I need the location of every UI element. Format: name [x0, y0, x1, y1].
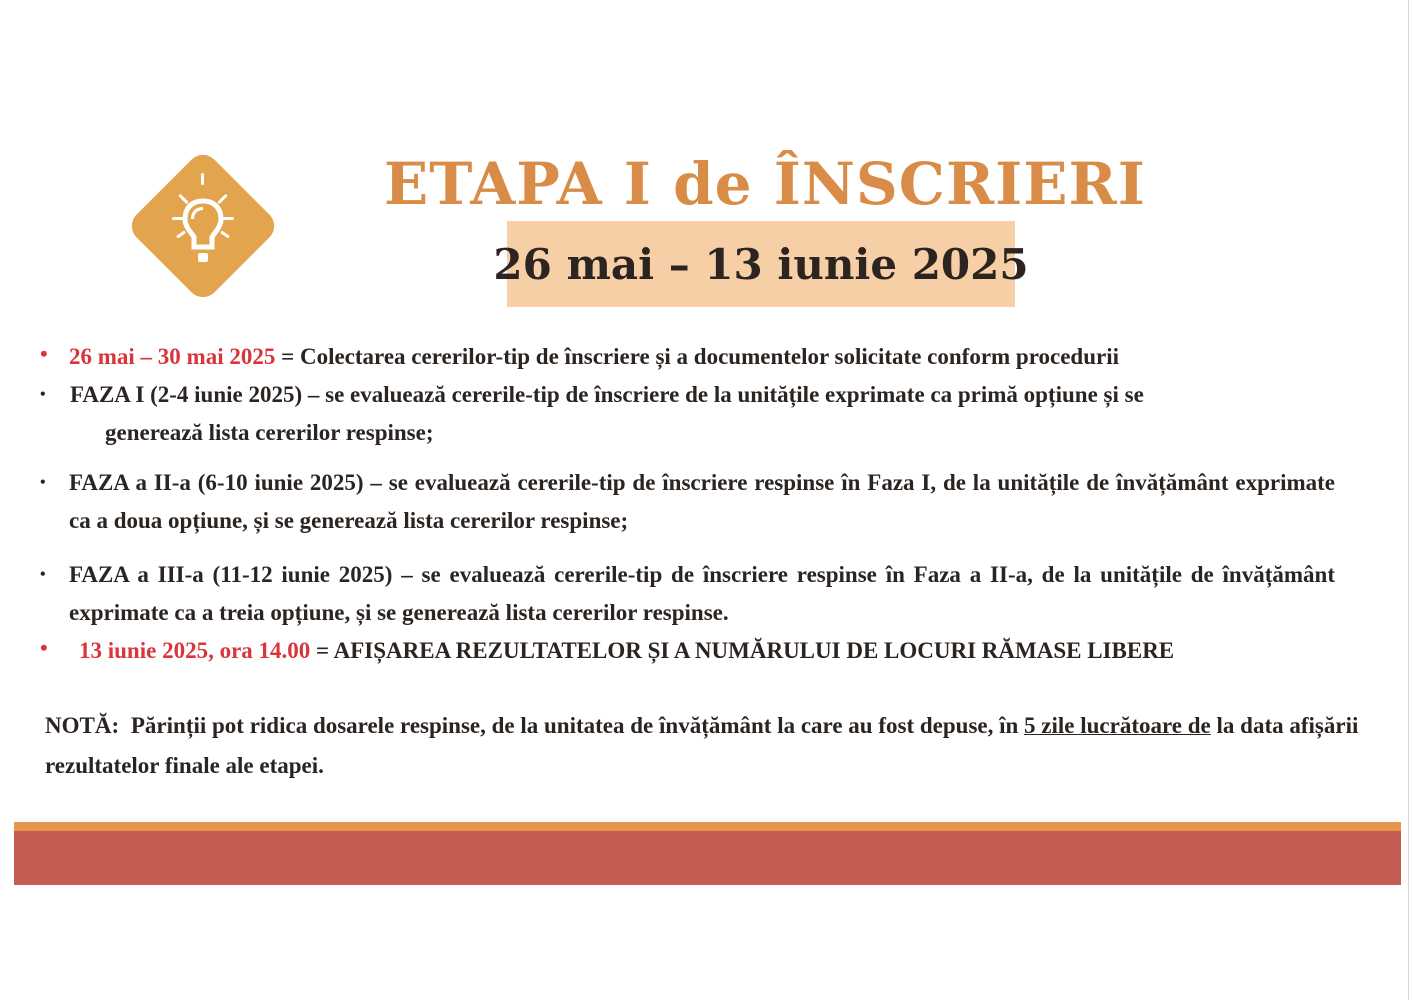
item-text: = AFIȘAREA REZULTATELOR ȘI A NUMĂRULUI DE LOCURI RĂMASE LIBERE [310, 638, 1175, 663]
item-date: 13 iunie 2025, ora 14.00 [79, 638, 311, 663]
footer-band [14, 831, 1401, 885]
bullet-icon: • [40, 635, 48, 660]
list-item [40, 464, 1335, 540]
bullet-icon: • [40, 341, 48, 366]
item-text: FAZA a II-a (6-10 iunie 2025) – se evaluează cererile-tip de înscriere respinse în Faza I, de la unitățile de învățământ exprimate ca a doua opțiune, și se generează lista cererilor respinse; [69, 470, 1335, 533]
list-item [40, 632, 1174, 670]
item-date: 26 mai – 30 mai 2025 [69, 344, 276, 369]
list-item [40, 338, 1119, 376]
period-banner [493, 221, 1029, 307]
bullet-icon: • [40, 566, 46, 583]
page-edge [1408, 0, 1409, 1000]
note-label: NOTĂ: [45, 713, 120, 738]
list-item [40, 556, 1335, 632]
bullet-icon: • [40, 474, 46, 491]
period-text: 26 mai – 13 iunie 2025 [493, 239, 1029, 289]
lightbulb-diamond-icon [122, 145, 284, 307]
item-text-continuation: generează lista cererilor respinse; [105, 420, 434, 445]
item-text: FAZA a III-a (11-12 iunie 2025) – se evaluează cererile-tip de înscriere respinse în Faza a II-a, de la unitățile de învățământ exprimate ca a treia opțiune, și se generează lista cererilor respinse. [69, 562, 1335, 625]
note-text: Părinții pot ridica dosarele respinse, de la unitatea de învățământ la care au fost depuse, în [130, 713, 1025, 738]
item-text: = Colectarea cererilor-tip de înscriere și a documentelor solicitate conform procedurii [275, 344, 1120, 369]
bullet-icon: • [40, 386, 46, 403]
page-title: ETAPA I de ÎNSCRIERI [384, 150, 1146, 218]
list-item [40, 376, 1335, 452]
footer-band-stripe [14, 822, 1401, 831]
note-underlined: 5 zile lucrătoare de [1024, 713, 1211, 738]
note-text-end: la data afișării rezultatelor finale ale etapei. [45, 713, 1359, 778]
item-text: FAZA I (2-4 iunie 2025) – se evaluează cererile-tip de înscriere de la unitățile exprimate ca primă opțiune și se [70, 382, 1144, 407]
note [45, 706, 1370, 786]
